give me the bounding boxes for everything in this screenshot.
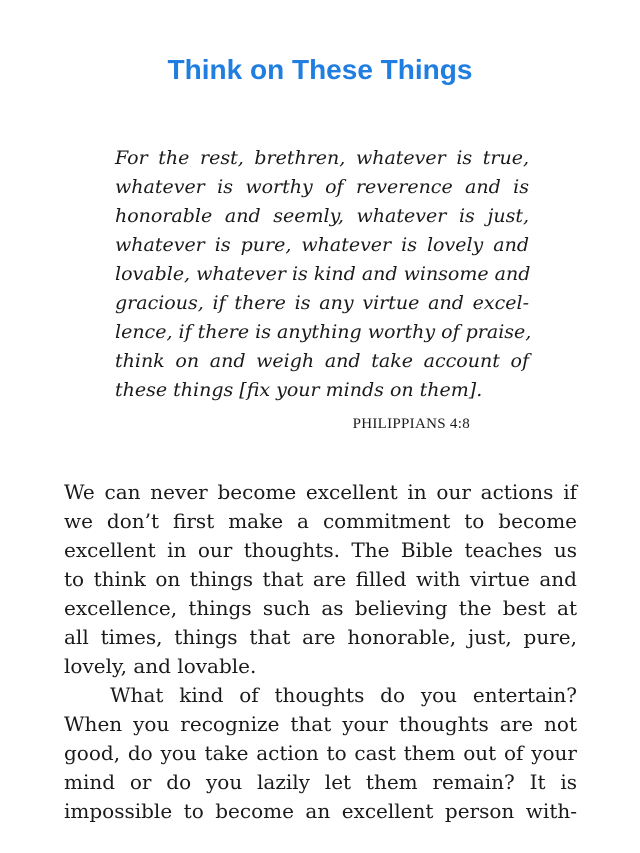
scripture-line: think on and weigh and take account of bbox=[115, 350, 529, 372]
scripture-line: gracious, if there is any virtue and excel- bbox=[115, 292, 529, 314]
paragraph-1-line: We can never become excellent in our actions if bbox=[64, 480, 577, 504]
page-title: Think on These Things bbox=[167, 54, 473, 85]
body-text bbox=[64, 478, 577, 826]
paragraph-2-line: impossible to become an excellent person with- bbox=[64, 799, 577, 823]
paragraph-1-line: lovely, and lovable. bbox=[64, 654, 257, 678]
scripture-line: lovable, whatever is kind and winsome and bbox=[115, 263, 531, 285]
scripture-line: whatever is pure, whatever is lovely and bbox=[115, 234, 529, 256]
paragraph-2-line: What kind of thoughts do you entertain? bbox=[110, 683, 577, 707]
paragraph-2-line: good, do you take action to cast them out of your bbox=[64, 741, 577, 765]
scripture-line: whatever is worthy of reverence and is bbox=[115, 176, 529, 198]
paragraph-2-line: mind or do you lazily let them remain? It is bbox=[64, 770, 577, 794]
scripture-reference: PHILIPPIANS 4:8 bbox=[352, 416, 470, 432]
scripture-quote bbox=[115, 144, 532, 405]
paragraph-1-line: excellent in our thoughts. The Bible teaches us bbox=[64, 538, 577, 562]
paragraph-1-line: to think on things that are filled with virtue and bbox=[64, 567, 577, 591]
scripture-line: For the rest, brethren, whatever is true, bbox=[115, 147, 529, 169]
scripture-line: these things [fix your minds on them]. bbox=[115, 379, 483, 401]
scripture-line: lence, if there is anything worthy of praise, bbox=[115, 321, 532, 343]
paragraph-1-line: we don’t first make a commitment to become bbox=[64, 509, 577, 533]
paragraph-2-line: When you recognize that your thoughts are not bbox=[64, 712, 577, 736]
paragraph-1-line: all times, things that are honorable, just, pure, bbox=[64, 625, 577, 649]
scripture-line: honorable and seemly, whatever is just, bbox=[115, 205, 529, 227]
paragraph-1-line: excellence, things such as believing the best at bbox=[64, 596, 577, 620]
